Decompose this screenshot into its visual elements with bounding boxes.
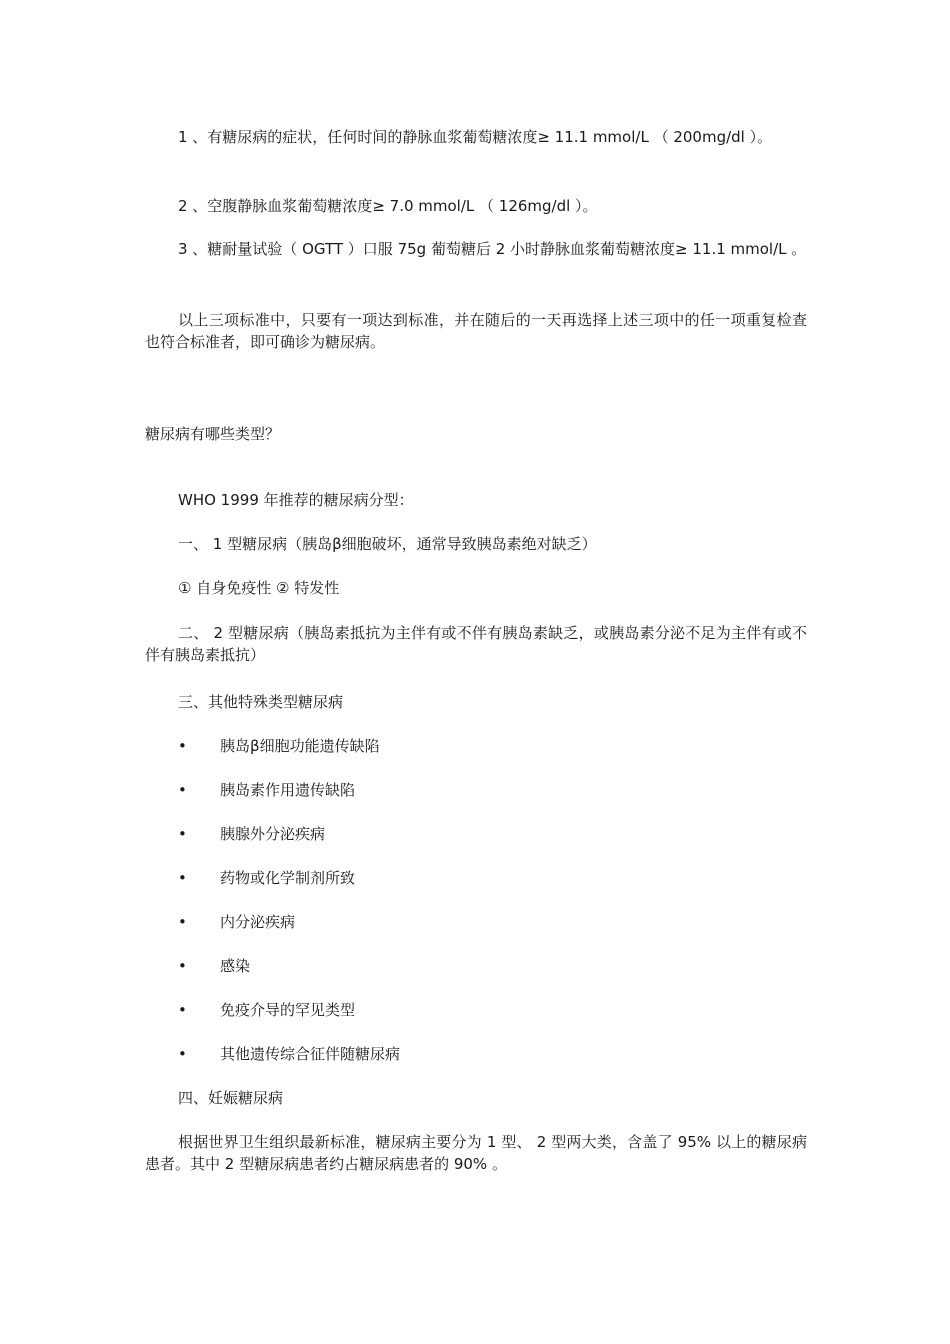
conclusion-paragraph: 根据世界卫生组织最新标准，糖尿病主要分为 1 型、 2 型两大类，含盖了 95% 以上的糖尿病患者。其中 2 型糖尿病患者约占糖尿病患者的 90% 。 [145, 1133, 807, 1173]
type1-subtypes: ① 自身免疫性 ② 特发性 [178, 579, 340, 597]
list-item [178, 735, 380, 757]
criterion-3: 3 、糖耐量试验（ OGTT ）口服 75g 葡萄糖后 2 小时静脉血浆葡萄糖浓度≥ 11.1 mmol/L 。 [178, 240, 807, 258]
list-item-text: 内分泌疾病 [220, 913, 296, 931]
criteria-note: 以上三项标准中，只要有一项达到标准，并在随后的一天再选择上述三项中的任一项重复检查也符合标准者，即可确诊为糖尿病。 [145, 311, 807, 351]
list-item [178, 823, 325, 845]
bullet-icon: • [178, 737, 187, 755]
who-intro: WHO 1999 年推荐的糖尿病分型： [178, 491, 414, 509]
bullet-icon: • [178, 869, 187, 887]
list-item [178, 779, 355, 801]
list-item [178, 867, 355, 889]
list-item [178, 1043, 400, 1065]
type2-heading: 二、 2 型糖尿病（胰岛素抵抗为主伴有或不伴有胰岛素缺乏，或胰岛素分泌不足为主伴有或不伴有胰岛素抵抗） [145, 624, 807, 664]
list-item-text: 免疫介导的罕见类型 [220, 1001, 356, 1019]
list-item-text: 药物或化学制剂所致 [220, 869, 356, 887]
type3-heading: 三、其他特殊类型糖尿病 [178, 693, 344, 711]
bullet-icon: • [178, 957, 187, 975]
bullet-icon: • [178, 1045, 187, 1063]
type1-heading: 一、 1 型糖尿病（胰岛β细胞破坏，通常导致胰岛素绝对缺乏） [178, 535, 597, 553]
bullet-icon: • [178, 781, 187, 799]
list-item [178, 955, 250, 977]
section-question: 糖尿病有哪些类型？ [145, 425, 281, 443]
bullet-icon: • [178, 913, 187, 931]
list-item-text: 胰腺外分泌疾病 [220, 825, 326, 843]
criterion-2: 2 、空腹静脉血浆葡萄糖浓度≥ 7.0 mmol/L （ 126mg/dl ）。 [178, 197, 598, 215]
list-item-text: 其他遗传综合征伴随糖尿病 [220, 1045, 401, 1063]
list-item-text: 感染 [220, 957, 251, 975]
list-item-text: 胰岛素作用遗传缺陷 [220, 781, 356, 799]
criterion-1: 1 、有糖尿病的症状，任何时间的静脉血浆葡萄糖浓度≥ 11.1 mmol/L （ 200mg/dl ）。 [178, 128, 773, 146]
list-item [178, 999, 355, 1021]
list-item-text: 胰岛β细胞功能遗传缺陷 [220, 737, 380, 755]
type4-heading: 四、妊娠糖尿病 [178, 1089, 284, 1107]
bullet-icon: • [178, 1001, 187, 1019]
bullet-icon: • [178, 825, 187, 843]
list-item [178, 911, 295, 933]
